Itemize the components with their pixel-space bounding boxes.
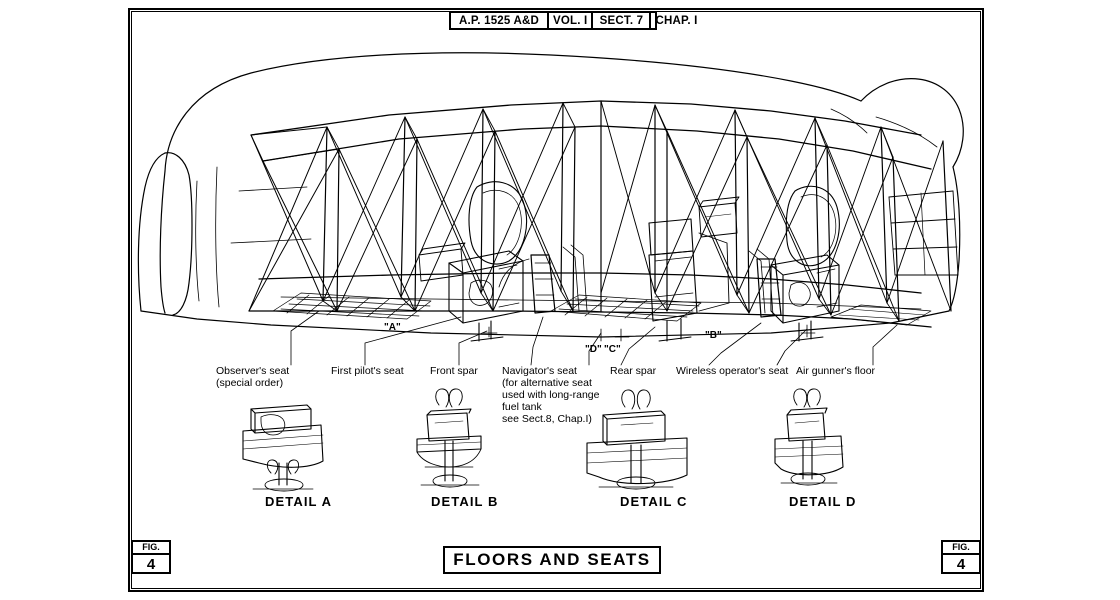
callout-front-spar-line1: Front spar	[430, 365, 478, 377]
reference-box	[449, 11, 698, 30]
detail-d-label: DETAIL D	[789, 494, 857, 509]
callout-observers-seat-line2: (special order)	[216, 377, 284, 389]
leader-lines	[291, 311, 897, 365]
callout-navigators-seat-line4: fuel tank	[502, 401, 542, 413]
figure-title: FLOORS AND SEATS	[453, 550, 651, 569]
section-mark-c: "C"	[604, 344, 621, 355]
callout-front-spar	[430, 365, 478, 377]
callout-observers-seat-line1: Observer's seat	[216, 365, 290, 377]
detail-b-drawing	[417, 389, 481, 487]
reference-volume: VOL. I	[547, 13, 591, 28]
callout-air-gunners-floor-line1: Air gunner's floor	[796, 365, 876, 377]
callout-air-gunners-floor	[796, 365, 875, 377]
detail-d-drawing	[775, 389, 843, 485]
callout-wireless-operators-seat-line1: Wireless operator's seat	[676, 365, 789, 377]
figure-label-left: FIG.	[133, 542, 169, 555]
detail-a-drawing	[243, 405, 323, 491]
section-mark-b: "B"	[705, 330, 722, 341]
callout-rear-spar-line1: Rear spar	[610, 365, 657, 377]
reference-chapter: CHAP. I	[649, 13, 701, 28]
callout-navigators-seat-line3: used with long-range	[502, 389, 600, 401]
callout-rear-spar	[610, 365, 656, 377]
figure-box-right	[941, 540, 981, 574]
detail-a-label: DETAIL A	[265, 494, 333, 509]
section-mark-a: "A"	[384, 322, 401, 333]
callout-first-pilots-seat-line1: First pilot's seat	[331, 365, 404, 377]
nose-structure	[231, 127, 339, 311]
callout-navigators-seat	[502, 365, 599, 425]
callout-navigators-seat-line2: (for alternative seat	[502, 377, 592, 389]
figure-number-right: 4	[956, 556, 966, 573]
figure-label-right: FIG.	[943, 542, 979, 555]
figure-title-box	[443, 546, 661, 574]
reference-section: SECT. 7	[591, 13, 649, 28]
frame-posts	[323, 101, 951, 321]
callout-wireless-operators-seat	[676, 365, 788, 377]
callout-first-pilots-seat	[331, 365, 404, 377]
detail-c-label: DETAIL C	[620, 494, 688, 509]
detail-b-label: DETAIL B	[431, 494, 499, 509]
bracing-diagonals-near	[337, 127, 899, 321]
callout-navigators-seat-line1: Navigator's seat	[502, 365, 577, 377]
figure-box-left	[131, 540, 171, 574]
section-mark-d: "D"	[585, 344, 602, 355]
figure-number-left: 4	[146, 556, 156, 573]
callout-navigators-seat-line5: see Sect.8, Chap.I)	[502, 413, 592, 425]
reference-doc-no: A.P. 1525 A&D	[459, 14, 539, 27]
detail-c-drawing	[587, 390, 687, 489]
bracing-diagonals	[323, 101, 951, 311]
callout-observers-seat	[216, 365, 289, 389]
floor-panels	[273, 293, 931, 325]
